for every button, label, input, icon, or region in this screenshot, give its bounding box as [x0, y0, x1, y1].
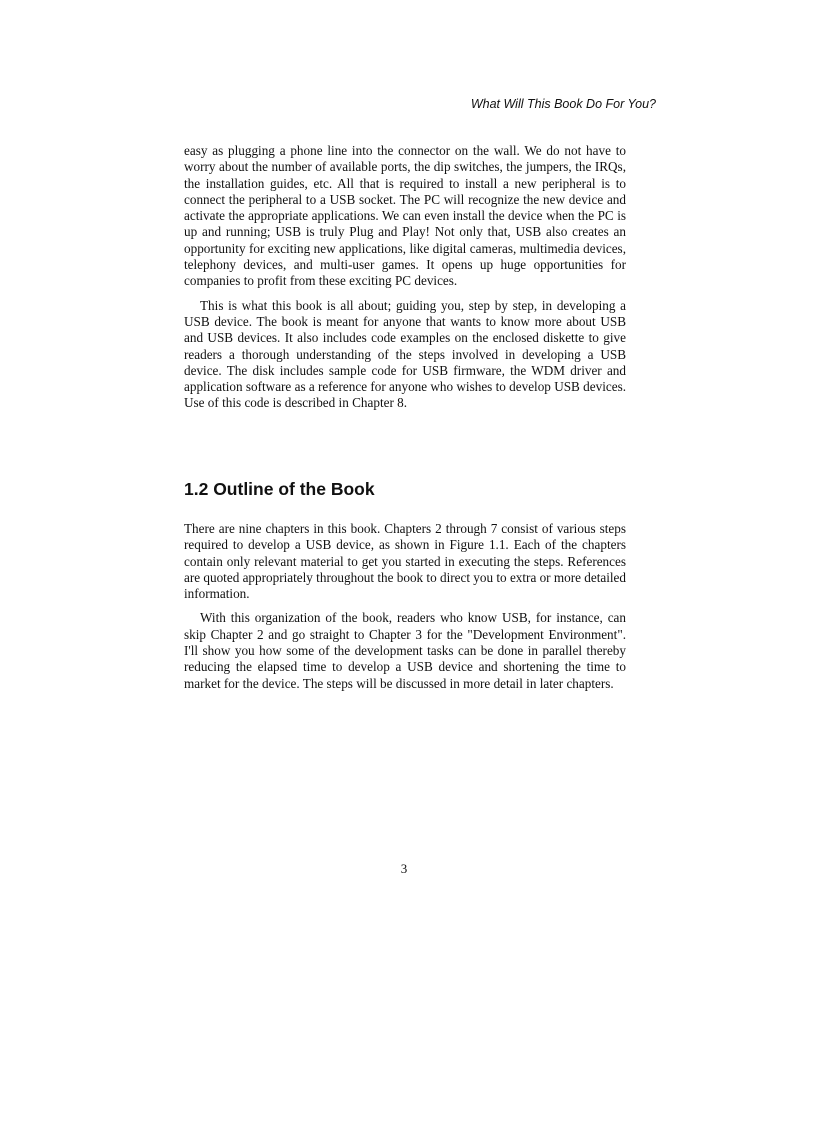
section-intro-text — [184, 143, 626, 412]
paragraph: There are nine chapters in this book. Chapters 2 through 7 consist of various steps required to develop a USB device, as shown in Figure 1.1. Each of the chapters contain only relevant material to get you started in executing the steps. References are quoted appropriately throughout the book to direct you to extra or more detailed information. — [184, 521, 627, 602]
paragraph: easy as plugging a phone line into the connector on the wall. We do not have to worry about the number of available ports, the dip switches, the jumpers, the IRQs, the installation guides, etc. All that is required to install a new peripheral is to connect the peripheral to a USB socket. The PC will recognize the new device and activate the appropriate applications. We can even install the device when the PC is up and running; USB is truly Plug and Play! Not only that, USB also creates an opportunity for exciting new applications, like digital cameras, multimedia devices, telephony devices, and multi-user games. It opens up huge opportunities for companies to profit from these exciting PC devices. — [184, 143, 626, 289]
page-number: 3 — [400, 861, 408, 876]
section-heading: 1.2 Outline of the Book — [184, 479, 375, 499]
paragraph: This is what this book is all about; guiding you, step by step, in developing a USB device. The book is meant for anyone that wants to know more about USB and USB devices. It also includes code examples on the enclosed diskette to give readers a thorough understanding of the steps involved in developing a USB device. The disk includes sample code for USB firmware, the WDM driver and application software as a reference for anyone who wishes to develop USB devices. Use of this code is described in Chapter 8. — [184, 297, 626, 411]
paragraph: With this organization of the book, readers who know USB, for instance, can skip Chapter 2 and go straight to Chapter 3 for the "Development Environment". I'll show you how some of the development tasks can be done in parallel thereby reducing the elapsed time to develop a USB device and shortening the time to market for the device. The steps will be discussed in more detail in later chapters. — [184, 610, 626, 691]
section-outline-text — [184, 521, 626, 692]
running-header: What Will This Book Do For You? — [470, 97, 656, 111]
